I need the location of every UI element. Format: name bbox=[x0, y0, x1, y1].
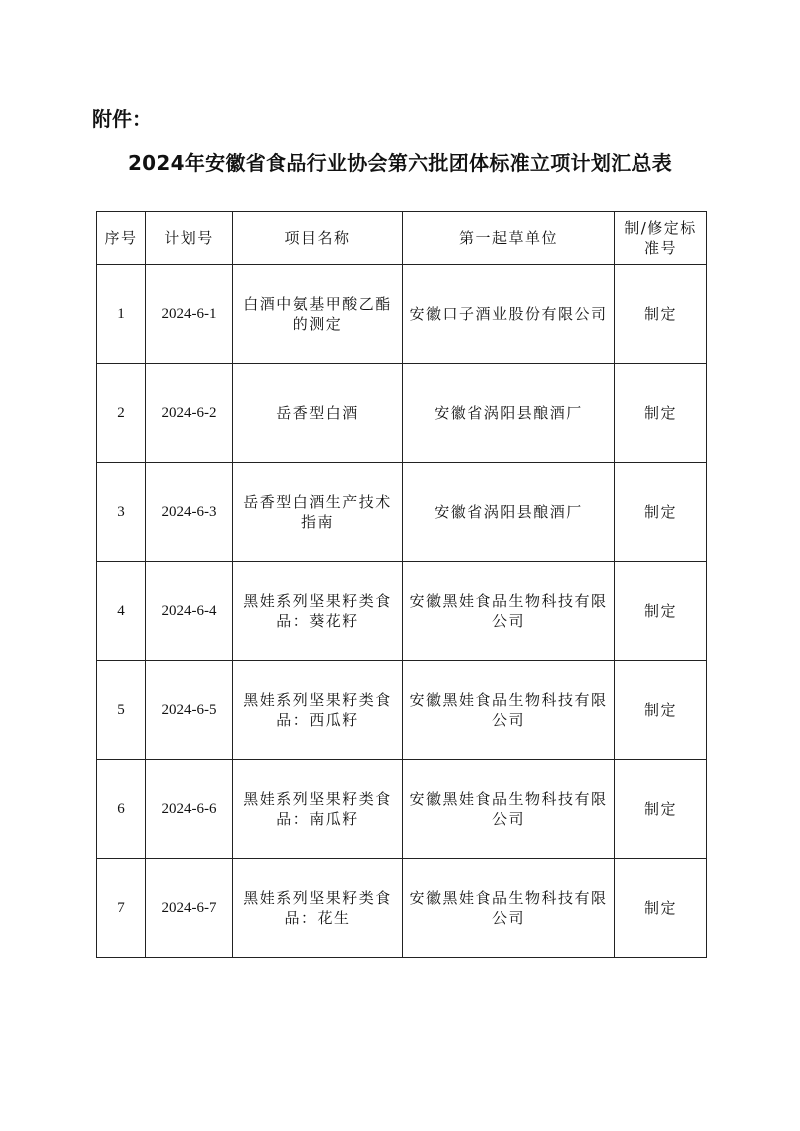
row-standard-type: 制定 bbox=[615, 463, 707, 562]
row-no: 2 bbox=[97, 364, 146, 463]
row-no: 5 bbox=[97, 661, 146, 760]
row-project-name: 黑娃系列坚果籽类食品：南瓜籽 bbox=[233, 760, 403, 859]
row-drafting-unit: 安徽黑娃食品生物科技有限公司 bbox=[403, 562, 615, 661]
row-plan-number: 2024-6-3 bbox=[146, 463, 233, 562]
row-project-name: 黑娃系列坚果籽类食品：西瓜籽 bbox=[233, 661, 403, 760]
plan-table bbox=[96, 211, 707, 958]
row-project-name: 白酒中氨基甲酸乙酯的测定 bbox=[233, 265, 403, 364]
row-plan-number: 2024-6-4 bbox=[146, 562, 233, 661]
row-no: 6 bbox=[97, 760, 146, 859]
row-no: 1 bbox=[97, 265, 146, 364]
row-standard-type: 制定 bbox=[615, 760, 707, 859]
row-plan-number: 2024-6-6 bbox=[146, 760, 233, 859]
row-standard-type: 制定 bbox=[615, 859, 707, 958]
table-row bbox=[97, 463, 707, 562]
header-drafting-unit: 第一起草单位 bbox=[403, 212, 615, 265]
row-standard-type: 制定 bbox=[615, 562, 707, 661]
row-drafting-unit: 安徽口子酒业股份有限公司 bbox=[403, 265, 615, 364]
row-plan-number: 2024-6-5 bbox=[146, 661, 233, 760]
row-project-name: 岳香型白酒生产技术指南 bbox=[233, 463, 403, 562]
row-drafting-unit: 安徽省涡阳县酿酒厂 bbox=[403, 364, 615, 463]
row-project-name: 岳香型白酒 bbox=[233, 364, 403, 463]
row-plan-number: 2024-6-7 bbox=[146, 859, 233, 958]
row-no: 4 bbox=[97, 562, 146, 661]
header-standard-type: 制/修定标准号 bbox=[615, 212, 707, 265]
row-plan-number: 2024-6-1 bbox=[146, 265, 233, 364]
table-row bbox=[97, 562, 707, 661]
row-drafting-unit: 安徽黑娃食品生物科技有限公司 bbox=[403, 661, 615, 760]
row-drafting-unit: 安徽黑娃食品生物科技有限公司 bbox=[403, 859, 615, 958]
table-row bbox=[97, 265, 707, 364]
table-row bbox=[97, 760, 707, 859]
attachment-label: 附件： bbox=[92, 107, 152, 131]
row-no: 3 bbox=[97, 463, 146, 562]
row-drafting-unit: 安徽省涡阳县酿酒厂 bbox=[403, 463, 615, 562]
header-no: 序号 bbox=[97, 212, 146, 265]
header-project-name: 项目名称 bbox=[233, 212, 403, 265]
row-standard-type: 制定 bbox=[615, 265, 707, 364]
row-project-name: 黑娃系列坚果籽类食品：花生 bbox=[233, 859, 403, 958]
row-plan-number: 2024-6-2 bbox=[146, 364, 233, 463]
row-project-name: 黑娃系列坚果籽类食品：葵花籽 bbox=[233, 562, 403, 661]
table-row bbox=[97, 859, 707, 958]
header-plan-number: 计划号 bbox=[146, 212, 233, 265]
row-standard-type: 制定 bbox=[615, 661, 707, 760]
row-no: 7 bbox=[97, 859, 146, 958]
row-drafting-unit: 安徽黑娃食品生物科技有限公司 bbox=[403, 760, 615, 859]
document-title: 2024年安徽省食品行业协会第六批团体标准立项计划汇总表 bbox=[127, 151, 673, 175]
row-standard-type: 制定 bbox=[615, 364, 707, 463]
table-row bbox=[97, 661, 707, 760]
table-header-row bbox=[97, 212, 707, 265]
table-row bbox=[97, 364, 707, 463]
